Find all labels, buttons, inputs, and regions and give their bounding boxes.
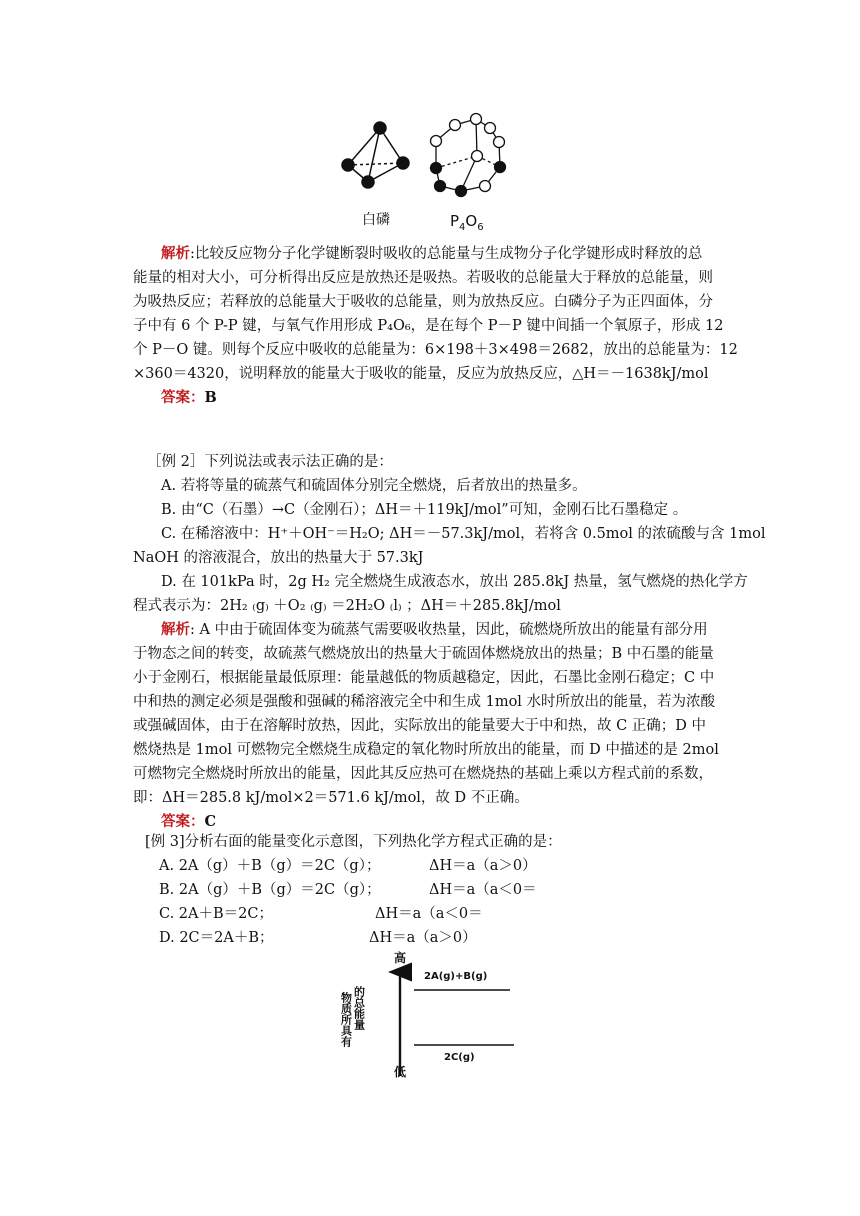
ex2-analysis-label: 解析 [161,621,190,638]
ex2-analysis-line-7: 可燃物完全燃烧时所放出的能量，因此其反应热可在燃烧热的基础上乘以方程式前的系数， [133,766,713,782]
ex1-analysis-line-1: 解析:比较反应物分子化学键断裂时吸收的总能量与生成物分子化学键形成时释放的总 [161,245,703,262]
energy-diagram [336,948,536,1086]
upper-level-label: 2A(g)+B(g) [424,971,488,982]
ex2-option-a: A. 若将等量的硫蒸气和硫固体分别完全燃烧，后者放出的热量多。 [161,478,587,494]
y-axis-label-col1: 物质所具有 [339,992,353,1047]
ex2-option-b: B. 由“C（石墨）→C（金刚石）；ΔH＝＋119kJ/mol”可知，金刚石比石墨稳定 。 [161,502,688,518]
ex2-analysis-line-8: 即：ΔH＝285.8 kJ/mol×2＝571.6 kJ/mol，故 D 不正确。 [133,790,529,806]
ex2-answer: 答案：C [161,813,217,830]
y-axis-label-col2: 的总能量 [352,986,366,1030]
ex2-question: ［例 2］下列说法或表示法正确的是： [147,454,393,470]
low-label: 低 [394,1065,407,1079]
lower-level-label: 2C(g) [444,1052,475,1063]
ex1-analysis-line-3: 为吸热反应；若释放的总能量大于吸收的总能量，则为放热反应。白磷分子为正四面体，分 [133,294,713,310]
ex3-option-d: D. 2C＝2A＋B； ΔH＝a（a＞0） [159,930,477,946]
ex3-option-b: B. 2A（g）＋B（g）＝2C（g）； ΔH＝a（a＜0＝ [159,882,537,898]
ex2-analysis-line-6: 燃烧热是 1mol 可燃物完全燃烧生成稳定的氧化物时所放出的能量，而 D 中描述的是 2mol [133,742,719,758]
ex1-analysis-label: 解析 [161,245,190,262]
p4o6-diagram [431,114,506,197]
ex2-analysis-line-2: 于物态之间的转变，故硫蒸气燃烧放出的热量大于硫固体燃烧放出的热量；B 中石墨的能量 [133,646,714,662]
ex2-option-d-2: 程式表示为：2H₂ ₍g₎ ＋O₂ ₍g₎ ＝2H₂O ₍l₎ ；ΔH＝＋285.8kJ/mol [133,598,561,614]
ex3-option-c: C. 2A＋B＝2C； ΔH＝a（a＜0＝ [159,906,483,922]
ex1-analysis-line-6: ×360＝4320，说明释放的能量大于吸收的能量，反应为放热反应，△H＝－1638kJ/mol [133,366,709,382]
white-phosphorus-diagram [342,122,409,188]
ex1-analysis-line-2: 能量的相对大小，可分析得出反应是放热还是吸热。若吸收的总能量大于释放的总能量，则 [133,270,713,286]
ex2-option-c-2: NaOH 的溶液混合，放出的热量大于 57.3kJ [133,550,424,566]
ex2-analysis-line-4: 中和热的测定必须是强酸和强碱的稀溶液完全中和生成 1mol 水时所放出的能量，若为浓酸 [133,694,716,710]
ex2-option-c-1: C. 在稀溶液中：H⁺＋OH⁻＝H₂O; ΔH＝－57.3kJ/mol，若将含 0.5mol 的浓硫酸与含 1mol [161,526,766,542]
ex1-analysis-line-4: 子中有 6 个 P-P 键，与氧气作用形成 P₄O₆，是在每个 P－P 键中间插一个氧原子，形成 12 [133,318,724,334]
high-label: 高 [394,951,407,965]
ex1-answer: 答案：B [161,389,217,406]
white-phosphorus-label: 白磷 [362,212,390,228]
p4o6-label: $P_4O_6$ [450,212,484,233]
ex2-option-d-1: D. 在 101kPa 时，2g H₂ 完全燃烧生成液态水，放出 285.8kJ 热量，氢气燃烧的热化学方 [161,574,748,590]
ex3-option-a: A. 2A（g）＋B（g）＝2C（g）； ΔH＝a（a＞0） [159,858,537,874]
ex2-analysis-line-3: 小于金刚石，根据能量最低原理：能量越低的物质越稳定，因此，石墨比金刚石稳定；C 中 [133,670,715,686]
molecule-figure [330,108,530,238]
ex3-question: [例 3]分析右面的能量变化示意图，下列热化学方程式正确的是： [145,834,562,850]
ex2-analysis-line-5: 或强碱固体，由于在溶解时放热，因此，实际放出的能量要大于中和热，故 C 正确；D 中 [133,718,707,734]
ex2-analysis-line-1: 解析: A 中由于硫固体变为硫蒸气需要吸收热量，因此，硫燃烧所放出的能量有部分用 [161,621,708,638]
ex1-analysis-line-5: 个 P－O 键。则每个反应中吸收的总能量为：6×198＋3×498＝2682，放出的总能量为：12 [133,342,738,358]
